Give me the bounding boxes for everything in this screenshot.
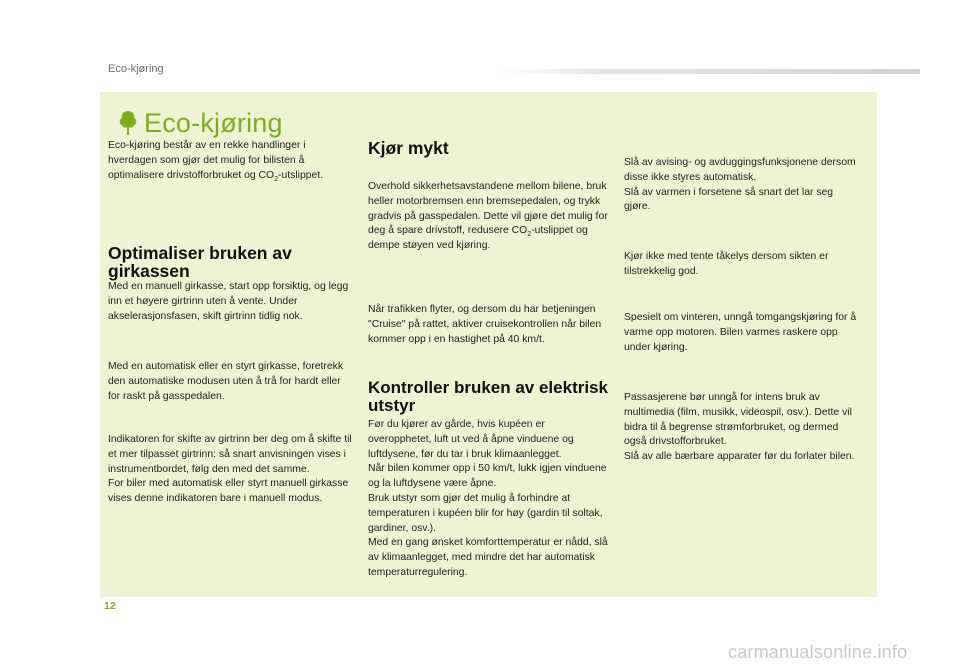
tree-icon — [118, 110, 138, 136]
intro-text: Eco-kjøring består av en rekke handlinger i hverdagen som gjør det mulig for bilisten å optimalisere drivstofforbruket og $CO_2$-utslippet. — [108, 140, 324, 183]
gearbox-heading: Optimaliser bruken av girkassen — [108, 243, 292, 281]
right-paragraph-1: Slå av avising- og avduggingsfunksjonene dersom disse ikke styres automatisk. Slå av varmen i forsetene så snart det lar seg gjøre. — [624, 157, 856, 213]
watermark: carmanualsonline.info — [728, 642, 908, 662]
smooth-heading: Kjør mykt — [368, 138, 449, 158]
header-rule — [500, 69, 920, 74]
electric-text: Før du kjører av gårde, hvis kupéen er overopphetet, luft ut ved å åpne vinduene og luftdysene, før du tar i bruk klimaanlegget. Når bilen kommer opp i 50 km/t, lukk igjen vinduene og la luftdysene være åpne. Bruk utstyr som gjør det mulig å forhindre at temperaturen i kupéen blir for høy (gardin til soltak, gardiner, osv.). Med en gang ønsket komforttemperatur er nådd, slå av klimaanlegget, med mindre det har automatisk temperaturregulering. — [368, 419, 608, 578]
right-paragraph-3: Spesielt om vinteren, unngå tomgangskjøring for å varme opp motoren. Bilen varmes raskere opp under kjøring. — [624, 312, 857, 353]
section-label: Eco-kjøring — [108, 63, 164, 75]
gearbox-paragraph-2: Med en automatisk eller en styrt girkasse, foretrekk den automatiske modusen uten å trå for hardt eller for raskt på gasspedalen. — [108, 361, 344, 402]
page-title: Eco-kjøring — [144, 107, 283, 138]
page-number: 12 — [104, 600, 116, 612]
gearbox-paragraph-1: Med en manuell girkasse, start opp forsiktig, og legg inn et høyere girtrinn uten å vente. Under akselerasjonsfasen, skift girtrinn tidlig nok. — [108, 281, 349, 322]
smooth-paragraph-2: Når trafikken flyter, og dersom du har betjeningen "Cruise" på rattet, aktiver cruisekontrollen når bilen kommer opp i en hastighet på 40 km/t. — [368, 304, 602, 345]
right-paragraph-2: Kjør ikke med tente tåkelys dersom sikten er tilstrekkelig god. — [624, 251, 829, 277]
right-paragraph-4: Passasjerene bør unngå for intens bruk av multimedia (film, musikk, videospil, osv.). Dette vil bidra til å begrense strømforbruket, og dermed også drivstofforbruket. Slå av alle bærbare apparater før du forlater bilen. — [624, 392, 855, 463]
electric-heading: Kontroller bruken av elektrisk utstyr — [368, 378, 608, 415]
title-block — [118, 106, 283, 140]
smooth-paragraph-1: Overhold sikkerhetsavstandene mellom bilene, bruk heller motorbremsen enn bremsepedalen, og trykk gradvis på gasspedalen. Dette vil gjøre det mulig for deg å spare drivstoff, redusere $CO_2$-utslippet og dempe støyen ved kjøring. — [368, 181, 608, 252]
gearbox-paragraph-3: Indikatoren for skifte av girtrinn ber deg om å skifte til et mer tilpasset girtrinn: så snart anvisningen vises i instrumentbordet, følg den med det samme. For biler med automatisk eller styrt manuell girkasse vises denne indikatoren bare i manuell modus. — [108, 434, 352, 505]
